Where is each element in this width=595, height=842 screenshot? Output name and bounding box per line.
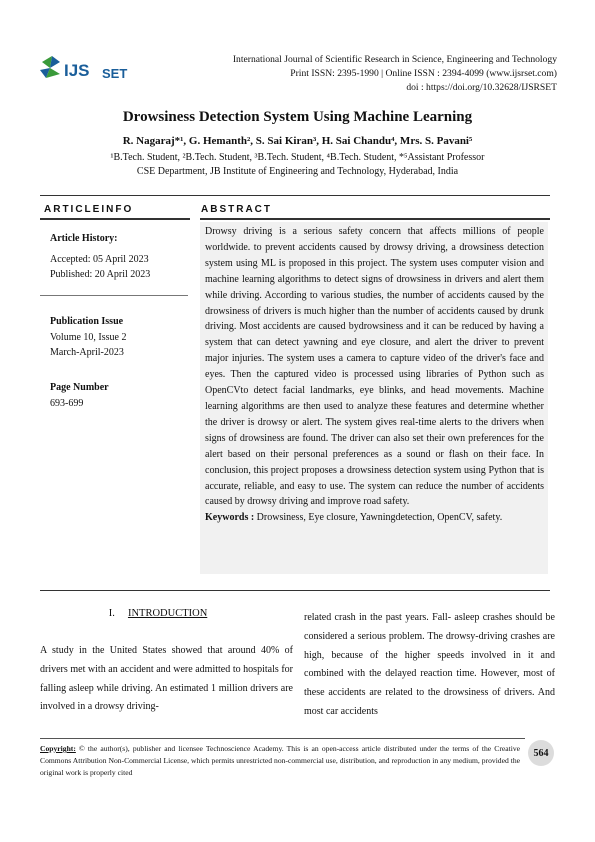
- publication-issue-label: Publication Issue: [50, 316, 124, 327]
- paper-title: Drowsiness Detection System Using Machine Learning: [122, 109, 473, 125]
- journal-name: International Journal of Scientific Research in Science, Engineering and Technology: [232, 54, 557, 65]
- page-range: 693-699: [50, 397, 84, 409]
- page-number-block: [50, 380, 109, 411]
- copyright-notice: [40, 743, 520, 780]
- journal-logo: [38, 48, 138, 88]
- affiliation-roles: ¹B.Tech. Student, ²B.Tech. Student, ³B.Tech. Student, ⁴B.Tech. Student, *⁵Assistant Professor: [110, 152, 485, 163]
- keywords-label: Keywords :: [205, 512, 255, 524]
- abstract-text: Drowsy driving is a serious safety concern that affects millions of people worldwide. to prevent accidents caused by drowsy driving, a drowsiness detection system using ML is proposed in this project. The system uses computer vision and machine learning algorithms to detect signs of drowsiness in drivers and alert them while driving. According to various studies, the number of accidents caused by the drowsiness of drivers is much higher than the number of accidents caused by drunk driving. Most accidents are caused bydrowsiness and it can be reduced by having a system that can detect yawning and eye closure, and alert the driver to prevent major injuries. The system uses a camera to capture video of the driver's face and eyes. Then the captured video is processed using libraries of Python such as OpenCVto detect facial landmarks, eye blinks, and head movements. Machine learning algorithms are then used to analyze these features and determine whether the driver is drowsy or alert. The system gives real-time alerts to the drivers when signs of drowsiness are found. The driver can also set their own preferences for the alert based on their personal preferences as a sound or flash on their face. In conclusion, this project proposes a drowsiness detection system using Python that is accurate, reliable, and easy to use. The system can reduce the number of accidents caused by drowsy driving and improve road safety.: [205, 226, 544, 508]
- accepted-date: Accepted: 05 April 2023: [50, 253, 149, 265]
- article-history-label: Article History:: [50, 233, 118, 244]
- volume-issue: Volume 10, Issue 2: [50, 331, 127, 343]
- journal-issn: Print ISSN: 2395-1990 | Online ISSN : 2394-4099 (www.ijsrset.com): [290, 68, 557, 80]
- page-number-label: Page Number: [50, 382, 109, 393]
- abstract-body: [205, 224, 544, 526]
- introduction-heading: [40, 608, 276, 619]
- divider-info-heading: [40, 218, 190, 220]
- abstract-heading: ABSTRACT: [201, 204, 272, 215]
- section-number: I.: [108, 608, 115, 619]
- affiliation-institution: CSE Department, JB Institute of Engineering and Technology, Hyderabad, India: [136, 166, 459, 177]
- journal-doi[interactable]: doi : https://doi.org/10.32628/IJSRSET: [406, 82, 557, 94]
- divider-bottom: [40, 590, 550, 591]
- intro-right-column: related crash in the past years. Fall- asleep crashes should be considered a serious problem. The drowsy-driving crashes are high, because of the higher speeds involved in it and combined with the delayed reaction time. However, most of these accidents are related to the drowsiness of drivers. And most car accidents: [304, 612, 555, 717]
- divider-top: [40, 195, 550, 196]
- publication-issue: [50, 314, 126, 361]
- article-history: [50, 231, 150, 283]
- copyright-text: © the author(s), publisher and licensee Technoscience Academy. This is an open-access article distributed under the terms of the Creative Commons Attribution Non-Commercial License, which permits unrestricted non-commercial use, distribution, and reproduction in any medium, provided the original work is properly cited: [40, 744, 520, 778]
- divider-footer: [40, 738, 525, 739]
- article-info-heading: ARTICLEINFO: [44, 204, 134, 215]
- section-title: INTRODUCTION: [127, 608, 208, 619]
- paper-affiliation: [0, 151, 595, 179]
- page-number: 564: [533, 747, 549, 759]
- logo-leaf-icon: [38, 48, 138, 88]
- keywords-list: Drowsiness, Eye closure, Yawningdetection, OpenCV, safety.: [254, 512, 503, 524]
- logo-text-ijs: IJS: [64, 61, 90, 80]
- divider-info: [40, 295, 188, 296]
- divider-abstract-heading: [200, 218, 550, 220]
- page-number-badge: [528, 740, 554, 766]
- intro-left-column: A study in the United States showed that around 40% of drivers met with an accident and were admitted to hospitals for falling asleep while driving. An estimated 1 million drivers are involved in a drowsy driving-: [40, 645, 293, 713]
- issue-period: March-April-2023: [50, 347, 124, 358]
- copyright-label: Copyright:: [40, 744, 76, 753]
- paper-authors: R. Nagaraj*¹, G. Hemanth², S. Sai Kiran³, H. Sai Chandu⁴, Mrs. S. Pavani⁵: [122, 135, 473, 147]
- journal-header: [197, 53, 557, 96]
- logo-text-set: SET: [102, 66, 128, 81]
- published-date: Published: 20 April 2023: [50, 269, 151, 280]
